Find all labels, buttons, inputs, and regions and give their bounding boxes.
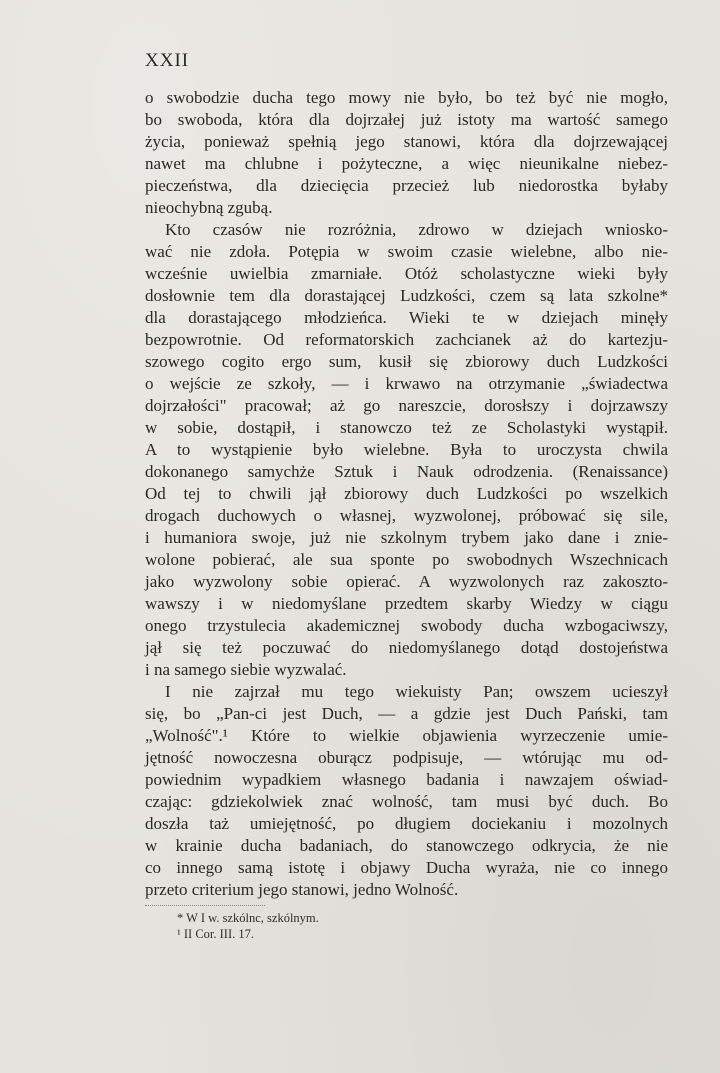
text-line: Od tej to chwili jął zbiorowy duch Ludzkości po wszelkich (145, 484, 668, 503)
text-line: się, bo „Pan-ci jest Duch, — a gdzie jest Duch Pański, tam (145, 704, 668, 723)
page-number: XXII (145, 50, 190, 71)
text-line: bo swoboda, która dla dojrzałej już istoty ma wartość samego (145, 110, 668, 129)
footnote: * W I w. szkólnc, szkólnym. (177, 911, 319, 925)
text-line: i na samego siebie wyzwalać. (145, 660, 347, 679)
text-line: nawet ma chlubne i pożyteczne, a więc nieunikalne niebez- (145, 154, 668, 173)
text-line: drogach duchowych o własnej, wyzwolonej, próbować się sile, (145, 506, 668, 525)
text-line: bezpowrotnie. Od reformatorskich zachcianek aż do kartezju- (145, 330, 668, 349)
text-line: wawszy i w niedomyślane przedtem skarby Wiedzy w ciągu (145, 594, 668, 613)
text-line: jętność nowoczesna oburącz podpisuje, — wtórując mu od- (145, 748, 668, 767)
text-line: pieczeństwa, dla dziecięcia przecież lub niedorostka byłaby (145, 176, 668, 195)
text-line: I nie zajrzał mu tego wiekuisty Pan; owszem ucieszył (165, 682, 668, 701)
text-line: dojrzałości" pracował; aż go nareszcie, dorosłszy i dojrzawszy (145, 396, 668, 415)
text-line: co innego samą istotę i objawy Ducha wyraża, nie co innego (145, 858, 668, 877)
footnotes (145, 905, 545, 942)
text-line: powiednim wypadkiem własnego badania i nawzajem oświad- (145, 770, 668, 789)
text-line: nieochybną zgubą. (145, 198, 273, 217)
text-line: w sobie, dostąpił, i stanowczo też ze Scholastyki wystąpił. (145, 418, 668, 437)
text-line: jął się też poczuwać do niedomyślanego dotąd dostojeństwa (145, 638, 668, 657)
footnote: ¹ II Cor. III. 17. (177, 927, 254, 941)
text-line: przeto criterium jego stanowi, jedno Wolność. (145, 880, 459, 899)
text-line: doszła taż umiejętność, po długiem dociekaniu i mozolnych (145, 814, 668, 833)
text-line: onego trzystulecia akademicznej swobody ducha wzbogaciwszy, (145, 616, 668, 635)
text-line: życia, ponieważ spełnią jego stanowi, która dla dojrzewającej (145, 132, 668, 151)
text-line: dokonanego samychże Sztuk i Nauk odrodzenia. (Renaissance) (145, 462, 668, 481)
body-text (145, 87, 668, 901)
footnote-divider (145, 905, 265, 906)
text-line: o wejście ze szkoły, — i krwawo na otrzymanie „świadectwa (145, 374, 668, 393)
text-line: dosłownie tem dla dorastającej Ludzkości, czem są lata szkolne* (145, 286, 668, 305)
text-line: dla dorastającego młodzieńca. Wieki te w dziejach minęły (145, 308, 668, 327)
text-line: w krainie ducha badaniach, do stanowczego odkrycia, że nie (145, 836, 668, 855)
text-line: i humaniora swoje, już nie szkolnym trybem jako dane i znie- (145, 528, 668, 547)
text-line: wcześnie uwielbia zmarniałe. Otóż scholastyczne wieki były (145, 264, 668, 283)
text-line: wolone pobierać, ale sua sponte po swobodnych Wszechnicach (145, 550, 668, 569)
text-line: szowego cogito ergo sum, kusił się zbiorowy duch Ludzkości (145, 352, 668, 371)
text-line: o swobodzie ducha tego mowy nie było, bo też być nie mogło, (145, 88, 668, 107)
text-line: jako wyzwolony sobie opierać. A wyzwolonych raz zakoszto- (145, 572, 668, 591)
text-line: wać nie zdoła. Potępia w swoim czasie wielebne, albo nie- (145, 242, 668, 261)
text-line: Kto czasów nie rozróżnia, zdrowo w dziejach wniosko- (165, 220, 668, 239)
text-line: czając: gdziekolwiek znać wolność, tam musi być duch. Bo (145, 792, 668, 811)
text-line: „Wolność".¹ Które to wielkie objawienia wyrzeczenie umie- (145, 726, 668, 745)
text-line: A to wystąpienie było wielebne. Była to uroczysta chwila (145, 440, 668, 459)
